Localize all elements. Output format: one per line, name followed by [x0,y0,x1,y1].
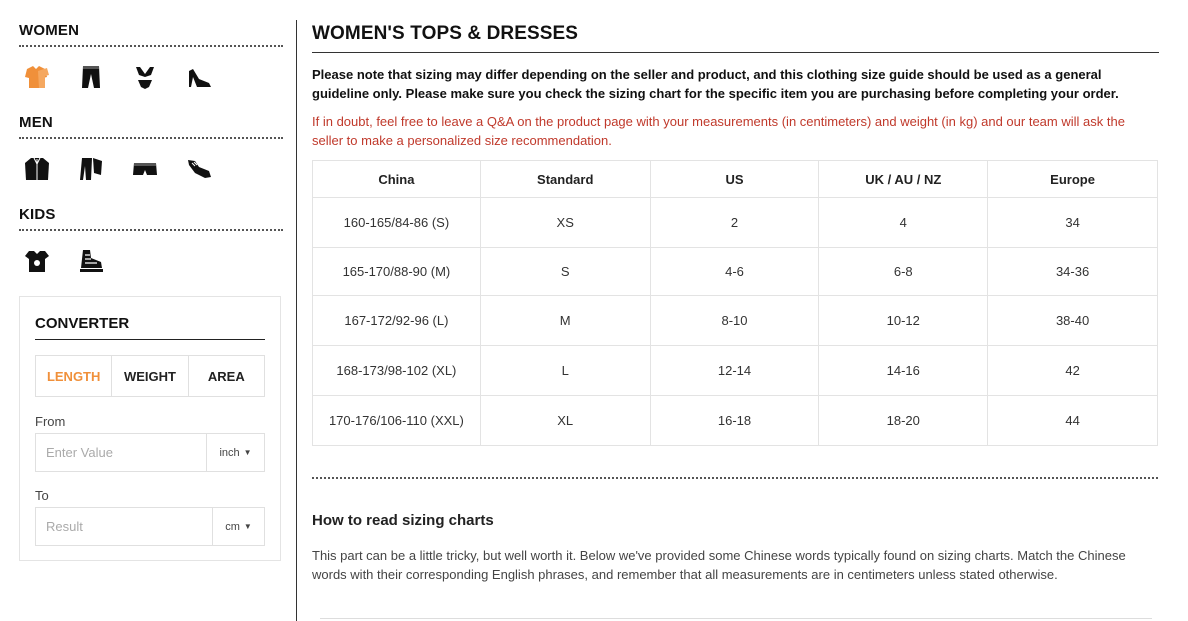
men-jacket-icon[interactable] [19,154,55,184]
table-cell: S [480,248,650,296]
table-row [313,346,1158,396]
table-cell: 14-16 [819,346,988,396]
converter-panel [19,296,281,561]
table-cell: L [480,346,650,396]
table-cell: XS [480,198,650,248]
caret-down-icon: ▼ [243,522,252,531]
women-pants-icon[interactable] [73,62,109,92]
table-cell: 6-8 [819,248,988,296]
divider [312,477,1158,479]
kids-onesie-icon[interactable] [19,246,55,276]
table-cell: 4 [819,198,988,248]
table-cell: 34-36 [988,248,1158,296]
table-cell: 2 [650,198,819,248]
caret-down-icon: ▼ [243,448,252,457]
divider [19,229,283,231]
main-content [312,0,1159,621]
table-cell: 168-173/98-102 (XL) [313,346,481,396]
men-pants-icon[interactable] [73,154,109,184]
to-input[interactable] [36,508,212,545]
table-row [313,248,1158,296]
table-row [313,198,1158,248]
women-icon-row [19,62,235,94]
converter-tabs [35,355,265,397]
swimwear-icon[interactable] [127,62,163,92]
men-shorts-icon[interactable] [127,154,163,184]
table-cell: 38-40 [988,296,1158,346]
table-cell: 4-6 [650,248,819,296]
sidebar [19,0,283,621]
divider [19,137,283,139]
to-unit-value: cm [225,520,240,533]
men-shoe-icon[interactable] [181,154,217,184]
kids-icon-row [19,246,127,278]
from-unit-select[interactable] [206,434,264,471]
table-row [313,396,1158,446]
table-cell: 10-12 [819,296,988,346]
column-header-europe: Europe [988,161,1158,198]
table-cell: 160-165/84-86 (S) [313,198,481,248]
category-title-men: MEN [19,114,53,131]
from-input[interactable] [36,434,206,471]
table-cell: 170-176/106-110 (XXL) [313,396,481,446]
table-cell: 167-172/92-96 (L) [313,296,481,346]
how-to-read-text: This part can be a little tricky, but well worth it. Below we've provided some Chinese words typically found on sizing charts. Match the Chinese words with their corresponding English phrases, and remember that all measurements are in centimeters unless stated otherwise. [312,548,1126,582]
table-cell: 16-18 [650,396,819,446]
converter-title: CONVERTER [35,315,130,332]
size-table [312,160,1158,446]
divider [19,45,283,47]
column-header-us: US [650,161,819,198]
divider [320,618,1152,619]
vertical-divider [296,20,297,621]
column-header-uk-au-nz: UK / AU / NZ [819,161,988,198]
tab-length[interactable]: LENGTH [36,356,112,396]
column-header-china: China [313,161,481,198]
table-cell: 12-14 [650,346,819,396]
sizing-disclaimer: Please note that sizing may differ depending on the seller and product, and this clothing size guide should be used as a general guideline only. Please make sure you check the sizing chart for the specific item you are purchasing before completing your order. [312,67,1119,101]
table-cell: 34 [988,198,1158,248]
table-cell: 42 [988,346,1158,396]
men-icon-row [19,154,235,186]
divider [35,339,265,340]
table-cell: 44 [988,396,1158,446]
from-unit-value: inch [219,446,240,459]
table-cell: 8-10 [650,296,819,346]
women-tops-icon[interactable] [19,62,55,92]
tab-area[interactable]: AREA [207,368,245,384]
how-to-read-title: How to read sizing charts [312,512,494,529]
kids-shoe-icon[interactable] [73,246,109,276]
category-title-kids: KIDS [19,206,56,223]
page-title: WOMEN'S TOPS & DRESSES [312,23,579,44]
table-cell: 165-170/88-90 (M) [313,248,481,296]
table-row [313,296,1158,346]
from-field [35,433,265,472]
qa-recommendation-note: If in doubt, feel free to leave a Q&A on the product page with your measurements (in centimeters) and weight (in kg) and our team will ask the seller to make a personalized size recommendation. [312,114,1125,148]
column-header-standard: Standard [480,161,650,198]
divider [312,52,1159,53]
tab-weight[interactable]: WEIGHT [112,356,188,396]
table-cell: 18-20 [819,396,988,446]
table-cell: M [480,296,650,346]
to-label: To [35,488,49,503]
to-unit-select[interactable] [212,508,264,545]
from-label: From [35,414,66,429]
table-cell: XL [480,396,650,446]
category-title-women: WOMEN [19,22,80,39]
high-heel-icon[interactable] [181,62,217,92]
to-field [35,507,265,546]
table-header-row [313,161,1158,198]
